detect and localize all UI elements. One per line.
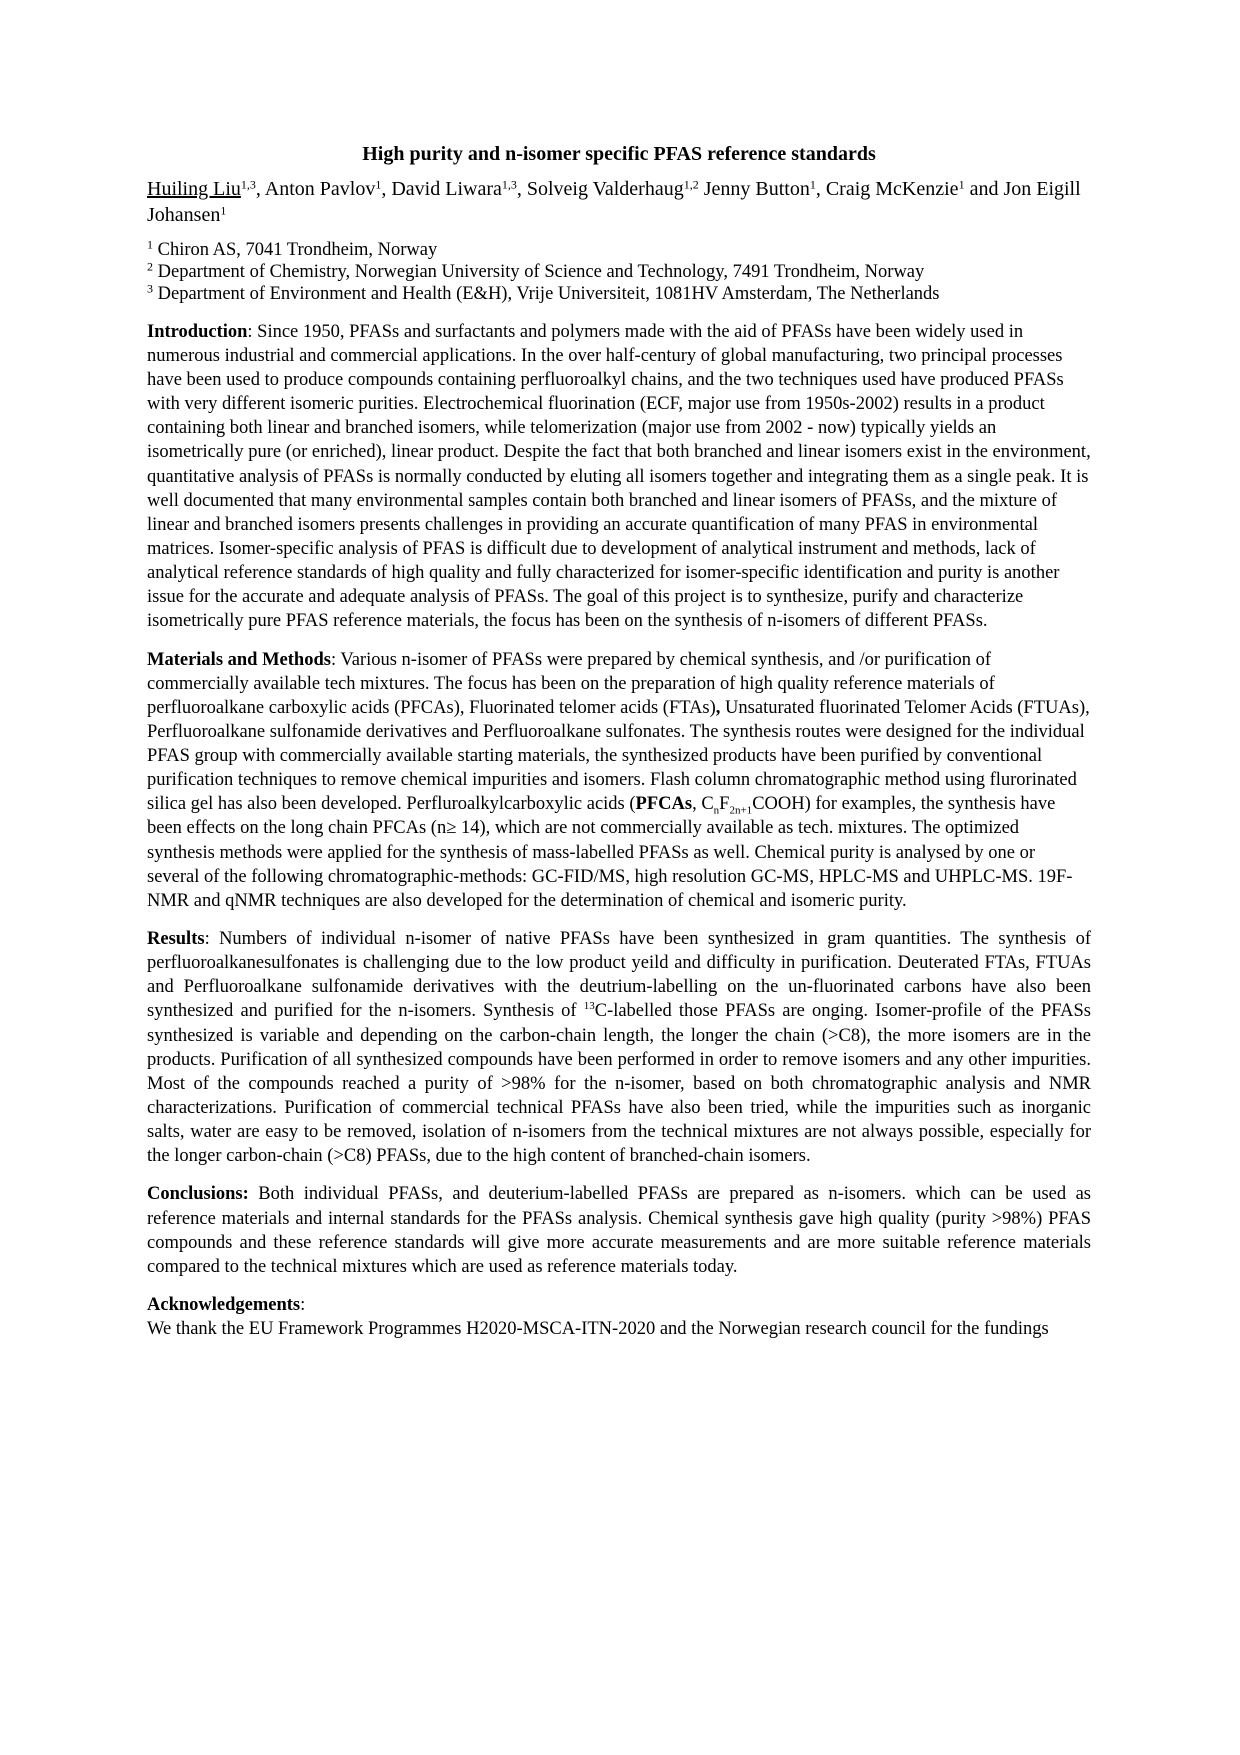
affiliation-text: Department of Environment and Health (E&H), Vrije Universiteit, 1081HV Amsterdam, The Netherlands xyxy=(157,283,940,304)
author-presenting: Huiling Liu xyxy=(147,178,241,200)
author-name: and Jon Eigill Johansen xyxy=(147,178,1081,226)
section-heading: Introduction xyxy=(147,321,248,342)
document-page xyxy=(147,142,1091,1355)
pfcas-bold: PFCAs xyxy=(635,794,693,815)
formula-subscript: 2n+1 xyxy=(729,805,753,818)
section-acknowledgements xyxy=(147,1293,1091,1341)
formula-subscript: n xyxy=(713,805,720,818)
author-name: Craig McKenzie xyxy=(825,178,959,200)
section-heading: Materials and Methods xyxy=(147,649,331,670)
author-affiliation-mark: 1,3 xyxy=(240,177,256,192)
affiliation-number: 2 xyxy=(147,259,153,274)
section-methods xyxy=(147,648,1091,914)
section-results xyxy=(147,927,1091,1168)
author-affiliation-mark: 1 xyxy=(958,177,965,192)
formula-part: COOH xyxy=(752,794,805,815)
isotope-superscript: 13 xyxy=(583,1000,595,1013)
heading-colon: : xyxy=(300,1295,306,1316)
affiliation-text: Chiron AS, 7041 Trondheim, Norway xyxy=(157,240,438,261)
formula-part: , C xyxy=(692,794,714,815)
author-affiliation-mark: 1 xyxy=(220,203,227,217)
author-name: Anton Pavlov xyxy=(264,178,376,200)
author-name: Solveig Valderhaug xyxy=(526,178,684,200)
author-list: Huiling Liu$^{1,3}$, Anton Pavlov$^1$, David Liwara$^{1,3}$, Solveig Valderhaug$^{1,2}$ Jenny Button$^1$, Craig McKenzie$^1$ and Jon Eigill Johansen$^1$ xyxy=(147,177,1081,226)
section-body: C-labelled those PFASs are onging. Isomer-profile of the PFASs synthesized is variable and depending on the carbon-chain length, the longer the chain (>C8), the more isomers are in the products. Purification of all synthesized compounds have been performed in order to remove isomers and any other impurities. Most of the compounds reached a purity of >98% for the n-isomer, based on both chromatographic analysis and NMR characterizations. Purification of commercial technical PFASs have also been tried, while the impurities such as inorganic salts, water are easy to be removed, isolation of n-isomers from the technical mixtures are not always possible, especially for the longer carbon-chain (>C8) PFASs, due to the high content of branched-chain isomers. xyxy=(147,1001,1092,1167)
section-body: : Various n-isomer of PFASs were prepared by chemical synthesis, and /or purification of commercially available tech mixtures. The focus has been on the preparation of high quality reference materials of perfluoroalkane carboxylic acids (PFCAs), Fluorinated telomer acids (FTAs) xyxy=(147,649,995,718)
section-body: We thank the EU Framework Programmes H2020-MSCA-ITN-2020 and the Norwegian research council for the fundings xyxy=(147,1319,1049,1340)
affiliation-number: 3 xyxy=(147,281,153,296)
author-affiliation-mark: 1,2 xyxy=(683,177,699,192)
affiliation-list xyxy=(147,237,1091,305)
affiliation-item xyxy=(147,281,1091,306)
section-body: : Since 1950, PFASs and surfactants and polymers made with the aid of PFASs have been widely used in numerous industrial and commercial applications. In the over half-century of global manufacturing, two principal processes have been used to produce compounds containing perfluoroalkyl chains, and the two techniques used have produced PFASs with very different isomeric purities. Electrochemical fluorination (ECF, major use from 1950s-2002) results in a product containing both linear and branched isomers, while telomerization (major use from 2002 - now) typically yields an isometrically pure (or enriched), linear product. Despite the fact that both branched and linear isomers exist in the environment, quantitative analysis of PFASs is normally conducted by eluting all isomers together and integrating them as a single peak. It is well documented that many environmental samples contain both branched and linear isomers of PFASs, and the mixture of linear and branched isomers presents challenges in providing an accurate quantification of many PFAS in environmental matrices. Isomer-specific analysis of PFAS is difficult due to development of analytical instrument and methods, lack of analytical reference standards of high quality and fully characterized for isomer-specific identification and purity is another issue for the accurate and adequate analysis of PFASs. The goal of this project is to synthesize, purify and characterize isometrically pure PFAS reference materials, the focus has been on the synthesis of n-isomers of different PFASs. xyxy=(147,321,1091,632)
affiliation-item xyxy=(147,259,1091,284)
bold-comma: , xyxy=(715,697,721,718)
formula-part: F xyxy=(719,794,730,815)
section-body: Both individual PFASs, and deuterium-labelled PFASs are prepared as n-isomers. which can be used as reference materials and internal standards for the PFASs analysis. Chemical synthesis gave high quality (purity >98%) PFAS compounds and these reference standards will give more accurate measurements and are more suitable reference materials compared to the technical mixtures which are used as reference materials today. xyxy=(147,1184,1091,1277)
author-affiliation-mark: 1 xyxy=(809,177,816,192)
affiliation-item xyxy=(147,237,1091,262)
author-name: David Liwara xyxy=(391,178,502,200)
section-heading: Results xyxy=(147,929,205,950)
section-body: ) for examples, the synthesis have been effects on the long chain PFCAs (n≥ 14), which are not commercially available as tech. mixtures. The optimized synthesis methods were applied for the synthesis of mass-labelled PFASs as well. Chemical purity is analysed by one or several of the following chromatographic-methods: GC-FID/MS, high resolution GC-MS, HPLC-MS and UHPLC-MS. 19F-NMR and qNMR techniques are also developed for the determination of chemical and isomeric purity. xyxy=(147,794,1073,911)
author-affiliation-mark: 1 xyxy=(375,177,382,192)
section-heading: Acknowledgements xyxy=(147,1295,301,1316)
author-name: Jenny Button xyxy=(703,178,810,200)
author-affiliation-mark: 1,3 xyxy=(501,177,517,192)
affiliation-number: 1 xyxy=(147,237,153,252)
section-introduction xyxy=(147,320,1091,634)
section-heading: Conclusions: xyxy=(147,1184,249,1205)
section-conclusions xyxy=(147,1182,1091,1279)
section-body: Unsaturated fluorinated Telomer Acids (FTUAs), Perfluoroalkane sulfonamide derivatives and Perfluoroalkane sulfonates. The synthesis routes were designed for the individual PFAS group with commercially available starting materials, the synthesized products have been purified by conventional purification techniques to remove chemical impurities and isomers. Flash column chromatographic method using flurorinated silica gel has also been developed. Perfluroalkylcarboxylic acids ( xyxy=(147,697,1090,815)
section-body: : Numbers of individual n-isomer of native PFASs have been synthesized in gram quantities. The synthesis of perfluoroalkanesulfonates is challenging due to the low product yeild and difficulty in purification. Deuterated FTAs, FTUAs and Perfluoroalkane sulfonamide derivatives with the deutrium-labelling on the un-fluorinated carbons have also been synthesized and purified for the n-isomers. Synthesis of xyxy=(147,929,1091,1022)
paper-title: High purity and n-isomer specific PFAS reference standards xyxy=(362,143,876,165)
affiliation-text: Department of Chemistry, Norwegian University of Science and Technology, 7491 Trondheim, Norway xyxy=(157,262,925,283)
